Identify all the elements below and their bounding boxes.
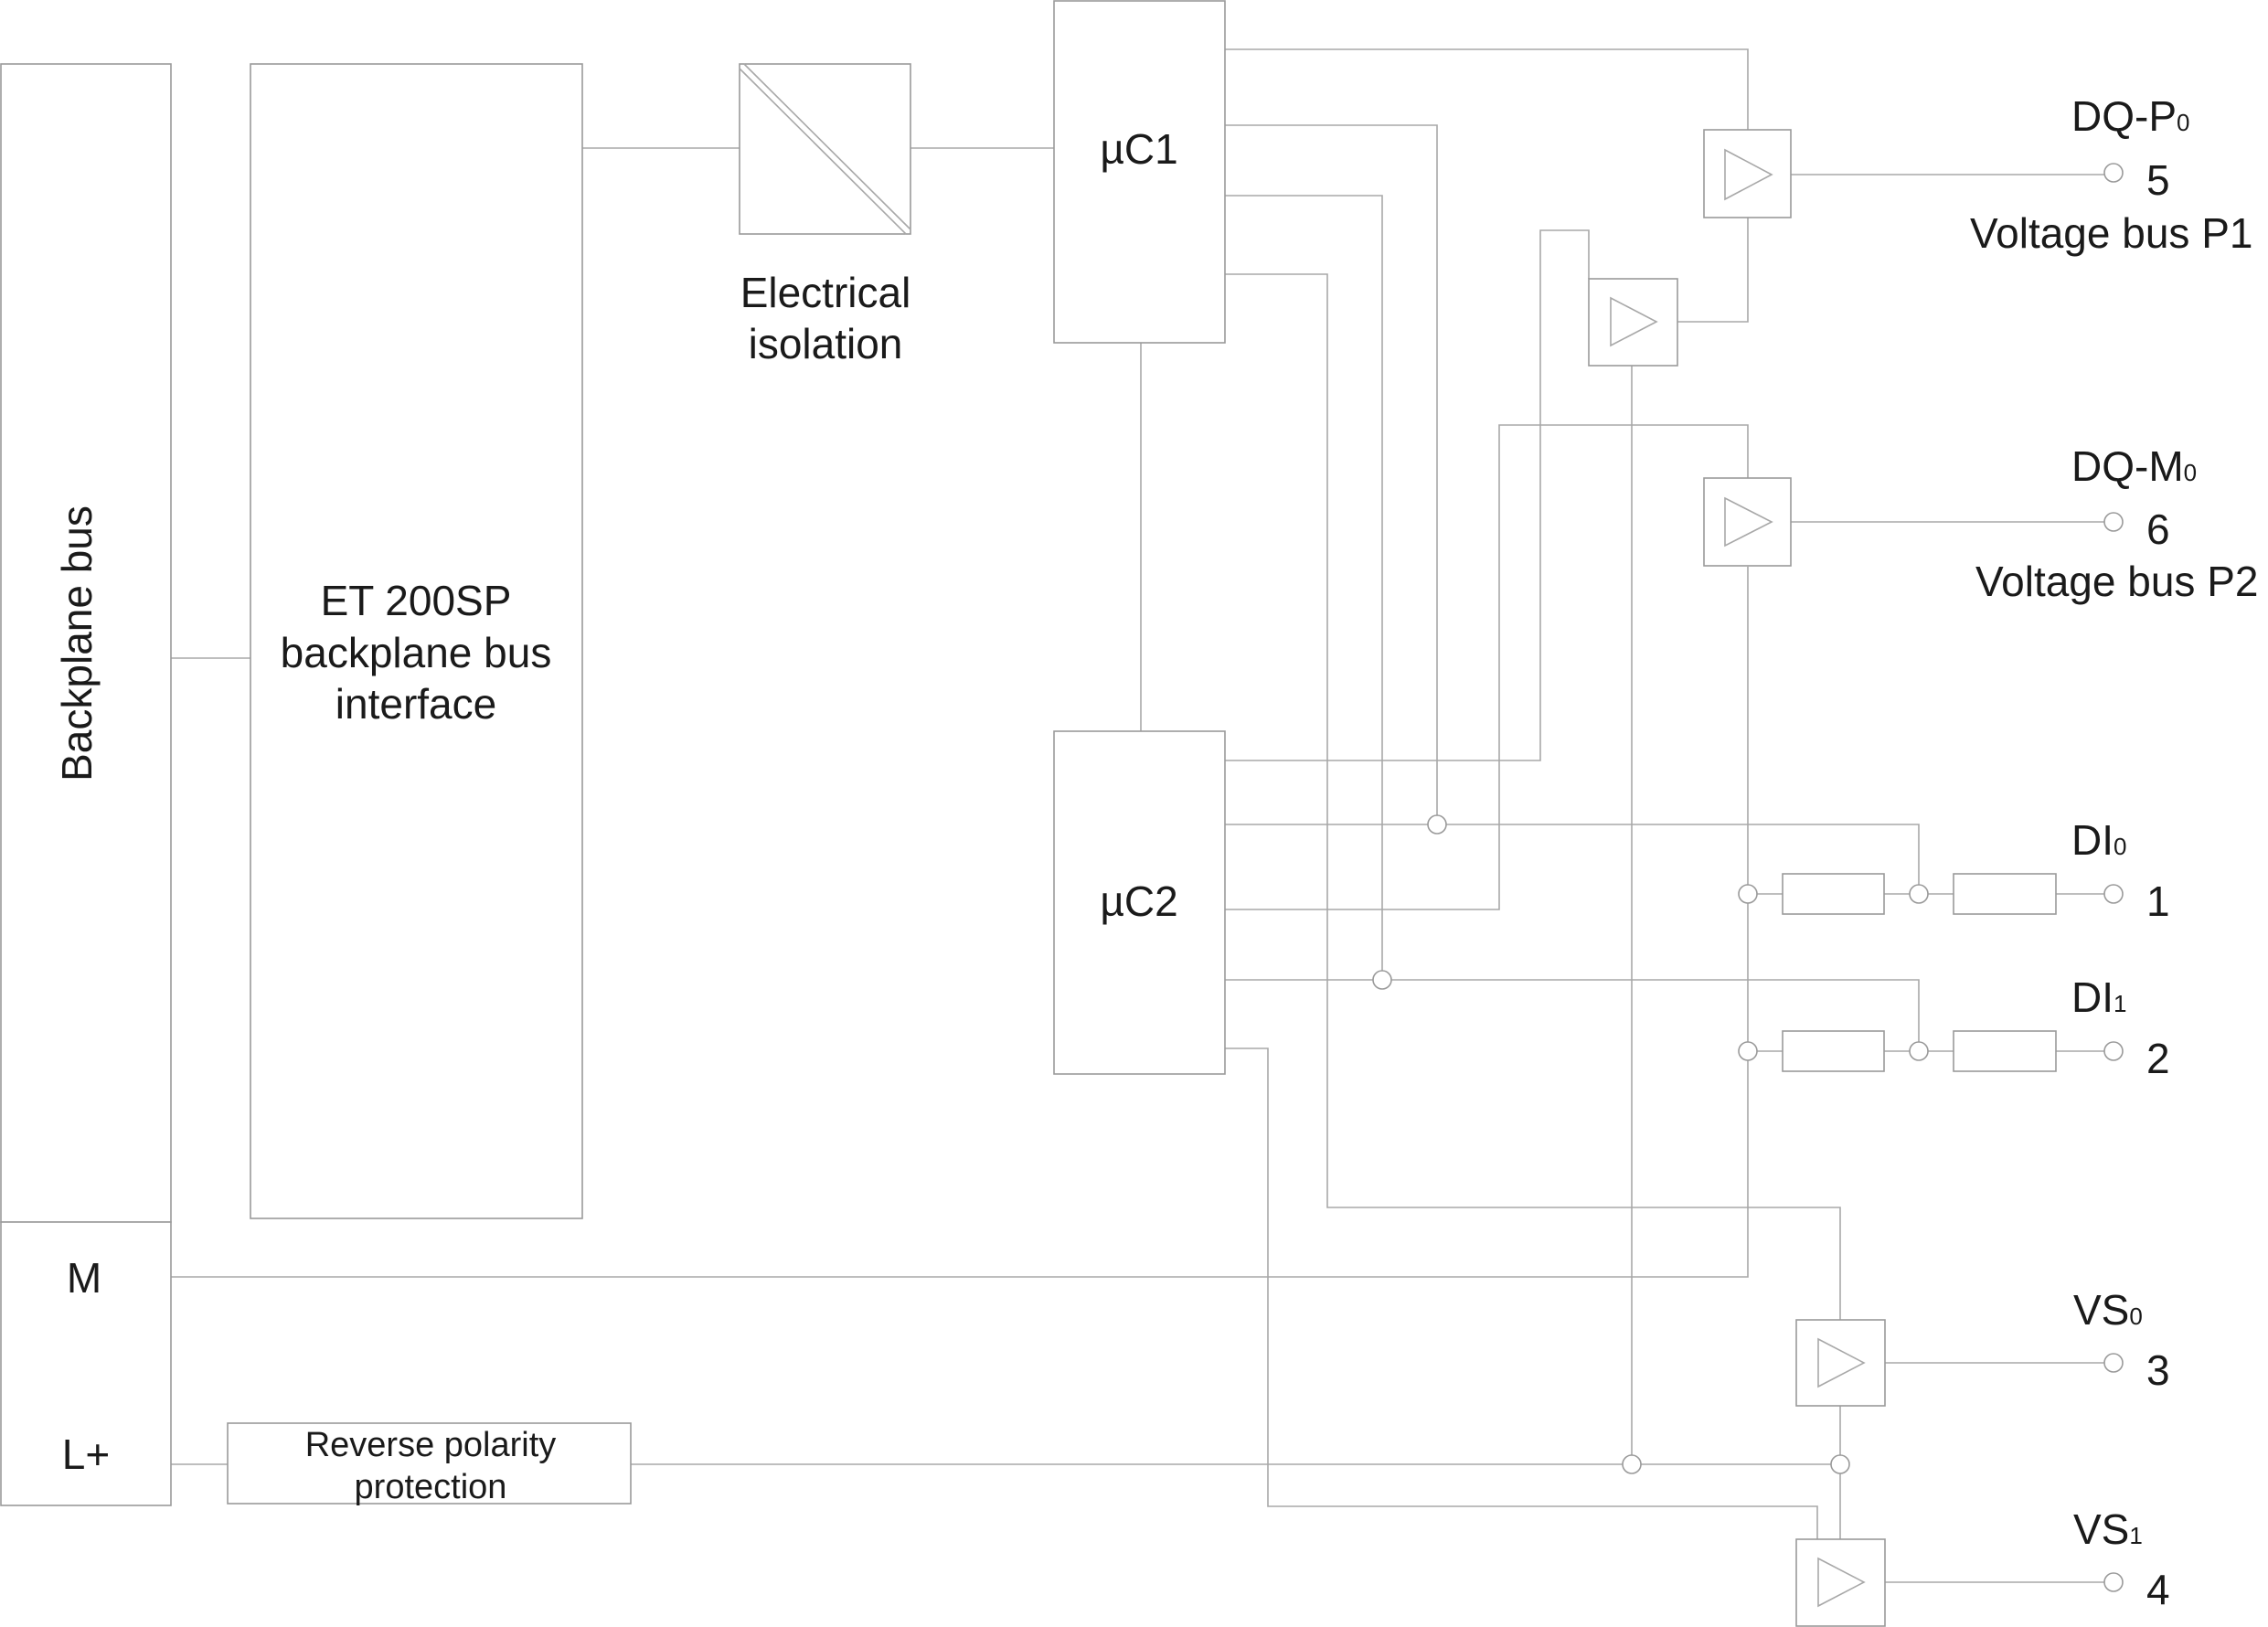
junction-node [1373, 971, 1391, 989]
terminal-di0-sub: 0 [2114, 833, 2127, 860]
driver-2 [1589, 279, 1677, 366]
terminal-pin-icon [2104, 1042, 2123, 1060]
wire-driver2-out [1677, 218, 1748, 322]
wire-uc1-to-dqp-driver [1225, 49, 1748, 130]
terminal-di0 [2071, 816, 2170, 925]
driver-dqm [1704, 478, 1791, 566]
isolation-label-line2: isolation [748, 320, 903, 367]
terminal-dqp-pin: 5 [2146, 156, 2170, 204]
uc2-label: µC2 [1100, 877, 1178, 925]
resistor-di1-b [1954, 1031, 2056, 1071]
driver-vs1 [1796, 1539, 1885, 1626]
uc1-label: µC1 [1100, 125, 1178, 173]
terminal-dqm-name: DQ-M0 [2071, 442, 2198, 490]
terminal-di1 [2071, 973, 2170, 1082]
terminal-pin-icon [2104, 885, 2123, 903]
terminal-di1-sub: 1 [2114, 990, 2127, 1017]
isolation-label-line1: Electrical [740, 269, 911, 316]
terminal-dqp-sub: 0 [2177, 109, 2190, 136]
terminal-di1-name: DI1 [2071, 973, 2127, 1021]
terminal-dqm-pin: 6 [2146, 505, 2170, 553]
terminal-vs1-sub: 1 [2129, 1522, 2143, 1549]
terminal-vs1 [2073, 1505, 2170, 1613]
reverse-polarity-block [228, 1423, 631, 1506]
reverse-polarity-line2: protection [354, 1468, 507, 1506]
resistor-di1-a [1783, 1031, 1884, 1071]
terminal-pin-icon [2104, 1354, 2123, 1372]
terminal-di0-pin: 1 [2146, 877, 2170, 925]
junction-node [1910, 885, 1928, 903]
wire-uc2-to-vs1-driver [1225, 1048, 1817, 1539]
driver-vs0 [1796, 1320, 1885, 1406]
uc1-block [1054, 1, 1225, 343]
wire-uc1-to-di1-node [1225, 196, 1382, 980]
terminal-di1-pin: 2 [2146, 1035, 2170, 1082]
terminal-dqm-sub: 0 [2183, 459, 2198, 486]
wire-uc1-to-di0-node [1225, 125, 1437, 824]
terminal-vs1-name: VS1 [2073, 1505, 2143, 1553]
resistor-di0-b [1954, 874, 2056, 914]
terminal-pin-icon [2104, 1573, 2123, 1591]
lplus-label: L+ [61, 1430, 111, 1478]
reverse-polarity-line1: Reverse polarity [304, 1426, 557, 1464]
wire-uc2-to-dqm-driver [1225, 425, 1748, 909]
backplane-bus-label: Backplane bus [53, 505, 101, 782]
junction-node [1739, 1042, 1757, 1060]
terminal-vs0-pin: 3 [2146, 1346, 2170, 1394]
et200sp-label-line1: ET 200SP [320, 577, 512, 624]
terminal-di0-name: DI0 [2071, 816, 2127, 864]
terminal-dqm [1975, 442, 2258, 605]
terminal-vs1-pin: 4 [2146, 1566, 2170, 1613]
isolation-symbol-box [740, 64, 910, 234]
et200sp-label-line3: interface [335, 680, 497, 728]
voltage-bus-p1-label: Voltage bus P1 [1970, 209, 2253, 257]
et200sp-label-line2: backplane bus [280, 629, 552, 676]
junction-node [1831, 1455, 1849, 1473]
backplane-block [1, 64, 171, 1505]
terminal-vs0-sub: 0 [2129, 1303, 2143, 1330]
voltage-bus-p2-label: Voltage bus P2 [1975, 558, 2259, 605]
terminal-pin-icon [2104, 513, 2123, 531]
junction-node [1739, 885, 1757, 903]
junction-node [1623, 1455, 1641, 1473]
electrical-isolation-block [740, 64, 910, 367]
wire-uc2-to-driver2 [1225, 230, 1589, 760]
m-label: M [66, 1254, 102, 1302]
et200sp-interface-block [250, 64, 582, 1218]
uc2-block [1054, 731, 1225, 1074]
terminal-dqp-name: DQ-P0 [2071, 92, 2190, 140]
terminal-vs0-name: VS0 [2073, 1286, 2143, 1334]
resistor-di0-a [1783, 874, 1884, 914]
terminal-pin-icon [2104, 164, 2123, 182]
terminal-vs0 [2073, 1286, 2170, 1394]
junction-node [1910, 1042, 1928, 1060]
driver-dqp [1704, 130, 1791, 218]
junction-node [1428, 815, 1446, 834]
